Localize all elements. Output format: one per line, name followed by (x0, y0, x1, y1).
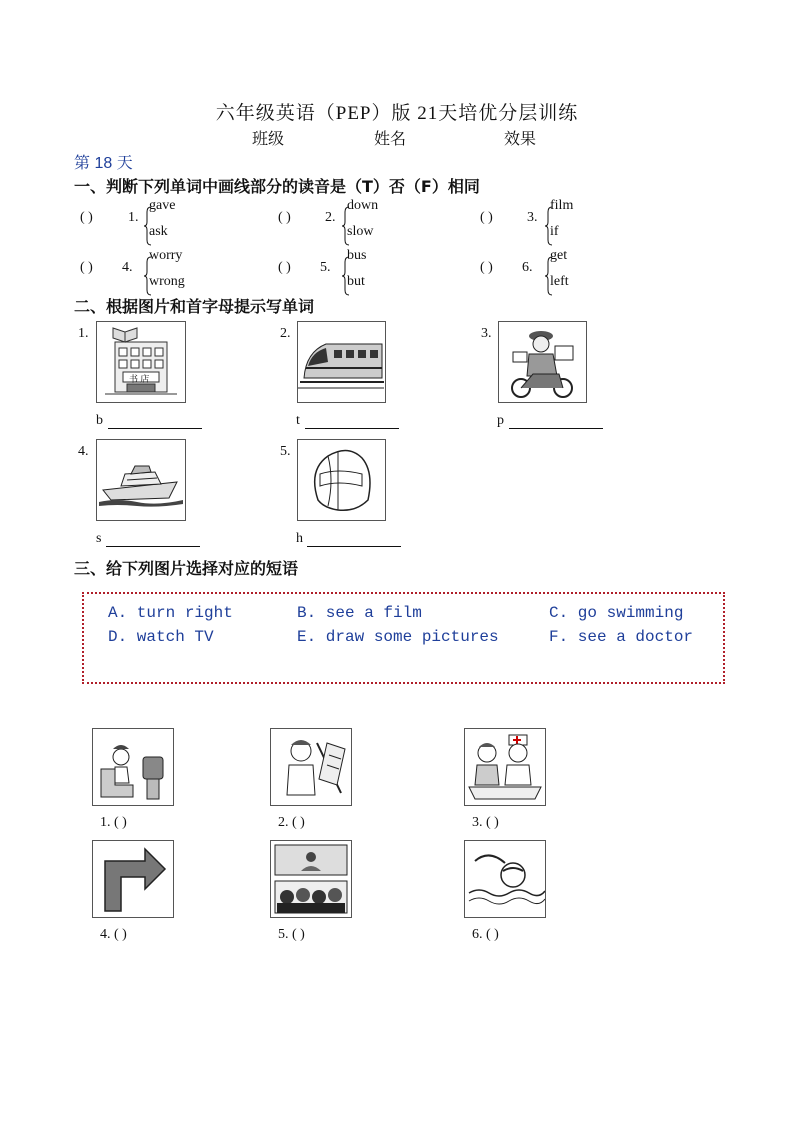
answer-paren: ( ) (80, 210, 93, 225)
question-number: 4. (122, 260, 133, 275)
train-picture (297, 321, 386, 403)
word-top: gave (149, 198, 176, 213)
section-3-heading: 三、给下列图片选择对应的短语 (74, 559, 299, 578)
bookstore-picture (96, 321, 186, 403)
day-label: 第 18 天 (74, 155, 133, 172)
drawing-picture (270, 728, 352, 806)
hint-letter: b (96, 413, 103, 428)
hint-letter: s (96, 531, 102, 546)
name-label: 姓名 (374, 131, 407, 148)
doctor-icon (465, 729, 545, 805)
option-a: A. turn right (108, 604, 233, 622)
word-bottom: slow (347, 224, 374, 239)
turn-right-picture (92, 840, 174, 918)
answer-line[interactable] (307, 546, 401, 547)
ship-icon (97, 440, 185, 520)
picture-answer[interactable]: 4. ( ) (100, 927, 127, 942)
answer-paren: ( ) (480, 260, 493, 275)
answer-line[interactable] (108, 428, 202, 429)
swimming-picture (464, 840, 546, 918)
bookstore-icon (97, 322, 185, 402)
word-bottom: left (550, 274, 569, 289)
picture-answer[interactable]: 6. ( ) (472, 927, 499, 942)
answer-paren: ( ) (80, 260, 93, 275)
question-number: 2. (325, 210, 336, 225)
answer-paren: ( ) (278, 260, 291, 275)
item-number: 2. (280, 326, 291, 341)
picture-answer[interactable]: 5. ( ) (278, 927, 305, 942)
watch-tv-picture (92, 728, 174, 806)
answer-paren: ( ) (278, 210, 291, 225)
ship-picture (96, 439, 186, 521)
word-bottom: but (347, 274, 365, 289)
train-icon (298, 322, 385, 402)
word-top: film (550, 198, 574, 213)
postman-icon (499, 322, 586, 402)
item-number: 5. (280, 444, 291, 459)
helmet-icon (298, 440, 385, 520)
bookstore-sign: 书 店 (129, 374, 150, 384)
turn-right-arrow-icon (93, 841, 173, 917)
option-b: B. see a film (297, 604, 422, 622)
question-number: 1. (128, 210, 139, 225)
question-number: 6. (522, 260, 533, 275)
word-top: down (347, 198, 379, 213)
word-top: get (550, 248, 568, 263)
answer-line[interactable] (509, 428, 603, 429)
word-bottom: ask (149, 224, 168, 239)
option-f: F. see a doctor (549, 628, 694, 646)
option-e: E. draw some pictures (297, 628, 499, 646)
option-c: C. go swimming (549, 604, 684, 622)
hint-letter: h (296, 531, 303, 546)
hint-letter: p (497, 413, 504, 428)
cinema-icon (271, 841, 351, 917)
picture-answer[interactable]: 2. ( ) (278, 815, 305, 830)
word-bottom: wrong (149, 274, 185, 289)
question-number: 3. (527, 210, 538, 225)
picture-answer[interactable]: 1. ( ) (100, 815, 127, 830)
item-number: 1. (78, 326, 89, 341)
answer-line[interactable] (305, 428, 399, 429)
item-number: 3. (481, 326, 492, 341)
class-label: 班级 (252, 131, 285, 148)
swimming-icon (465, 841, 545, 917)
page-title: 六年级英语（PEP）版 21天培优分层训练 (215, 103, 579, 124)
answer-line[interactable] (106, 546, 200, 547)
word-top: bus (347, 248, 367, 263)
section-2-heading: 二、根据图片和首字母提示写单词 (74, 297, 315, 316)
result-label: 效果 (504, 131, 537, 148)
postman-picture (498, 321, 587, 403)
section-1-heading: 一、判断下列单词中画线部分的读音是（T）否（F）相同 (74, 177, 480, 196)
question-number: 5. (320, 260, 331, 275)
item-number: 4. (78, 444, 89, 459)
helmet-picture (297, 439, 386, 521)
doctor-picture (464, 728, 546, 806)
drawing-icon (271, 729, 351, 805)
word-top: worry (149, 248, 183, 263)
word-bottom: if (550, 224, 559, 239)
hint-letter: t (296, 413, 300, 428)
watch-tv-icon (93, 729, 173, 805)
option-d: D. watch TV (108, 628, 214, 646)
answer-paren: ( ) (480, 210, 493, 225)
cinema-picture (270, 840, 352, 918)
picture-answer[interactable]: 3. ( ) (472, 815, 499, 830)
